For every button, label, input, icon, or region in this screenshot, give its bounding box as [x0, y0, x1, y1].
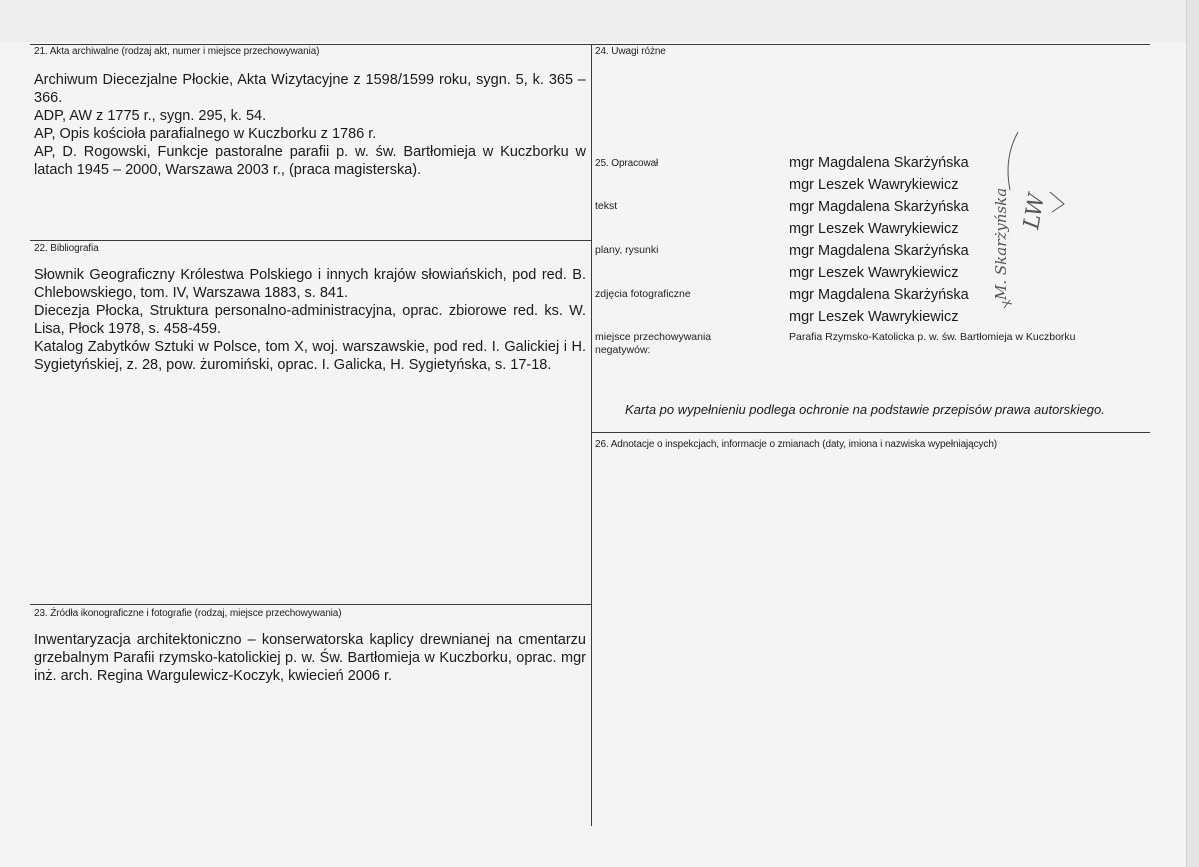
row-label-miejsce: miejsce przechowywania — [595, 331, 712, 343]
field-22-line: Katalog Zabytków Sztuki w Polsce, tom X, woj. warszawskie, pod red. I. Galickiej i H. Sygietyńskiej, z. 28, pow. żuromiński, oprac. I. Galicka, H. Sygietyńska, s. 17-18. — [34, 339, 586, 373]
field-22-label: 22. Bibliografia — [34, 243, 99, 254]
divider-22-23 — [30, 604, 591, 605]
field-22-line: Słownik Geograficzny Królestwa Polskiego i innych krajów słowiańskich, pod red. B. Chlebowskiego, tom. IV, Warszawa 1883, s. 841. — [34, 267, 586, 301]
divider-21-22 — [30, 240, 591, 241]
scan-right-margin — [1186, 0, 1199, 867]
row-label-tekst: tekst — [595, 200, 618, 212]
row-label-negatywow: negatywów: — [595, 344, 651, 356]
signature-initials: LW — [1019, 191, 1051, 232]
row-label-zdjecia: zdjęcia fotograficzne — [595, 288, 691, 300]
photos-author-name: mgr Magdalena Skarżyńska — [789, 287, 969, 303]
field-21-line: ADP, AW z 1775 r., sygn. 295, k. 54. — [34, 108, 267, 124]
field-25-label: 25. Opracował — [595, 158, 659, 169]
copyright-notice: Karta po wypełnieniu podlega ochronie na podstawie przepisów prawa autorskiego. — [625, 402, 1105, 417]
field-21-content — [34, 71, 586, 179]
photos-author-name: mgr Leszek Wawrykiewicz — [789, 309, 959, 325]
field-23-content — [34, 631, 586, 685]
field-26-label: 26. Adnotacje o inspekcjach, informacje o zmianach (daty, imiona i nazwiska wypełniających) — [595, 439, 998, 450]
field-22-content — [34, 266, 586, 374]
scan-top-margin — [0, 0, 1199, 42]
row-label-plany: plany, rysunki — [595, 244, 659, 256]
field-21-line: AP, D. Rogowski, Funkcje pastoralne parafii p. w. św. Bartłomieja w Kuczborku w latach 1945 – 2000, Warszawa 2003 r., (praca magisterska). — [34, 144, 586, 178]
author-name: mgr Magdalena Skarżyńska — [789, 155, 969, 171]
text-author-name: mgr Magdalena Skarżyńska — [789, 199, 969, 215]
field-23-line: Inwentaryzacja architektoniczno – konserwatorska kaplicy drewnianej na cmentarzu grzebalnym Parafii rzymsko-katolickiej p. w. Św. Bartłomieja w Kuczborku, oprac. mgr inż. arch. Regina Wargulewicz-Koczyk, kwiecień 2006 r. — [34, 632, 586, 684]
field-23-label: 23. Źródła ikonograficzne i fotografie (rodzaj, miejsce przechowywania) — [34, 608, 342, 619]
text-author-name: mgr Leszek Wawrykiewicz — [789, 221, 959, 237]
divider-notice-26 — [591, 432, 1150, 433]
storage-location: Parafia Rzymsko-Katolicka p. w. św. Bartłomieja w Kuczborku — [789, 331, 1076, 343]
field-22-line: Diecezja Płocka, Struktura personalno-administracyjna, oprac. zbiorowe red. ks. W. Lisa, Płock 1978, s. 458-459. — [34, 303, 586, 337]
column-divider — [591, 44, 592, 826]
signature-text: M. Skarżyńska — [992, 187, 1010, 300]
field-24-label: 24. Uwagi różne — [595, 46, 666, 57]
top-border — [30, 44, 1150, 45]
handwritten-signature — [980, 130, 1070, 315]
drawings-author-name: mgr Magdalena Skarżyńska — [789, 243, 969, 259]
drawings-author-name: mgr Leszek Wawrykiewicz — [789, 265, 959, 281]
field-21-line: AP, Opis kościoła parafialnego w Kuczborku z 1786 r. — [34, 126, 377, 142]
field-21-label: 21. Akta archiwalne (rodzaj akt, numer i miejsce przechowywania) — [34, 46, 320, 57]
author-name: mgr Leszek Wawrykiewicz — [789, 177, 959, 193]
field-21-line: Archiwum Diecezjalne Płockie, Akta Wizytacyjne z 1598/1599 roku, sygn. 5, k. 365 – 366. — [34, 72, 586, 106]
